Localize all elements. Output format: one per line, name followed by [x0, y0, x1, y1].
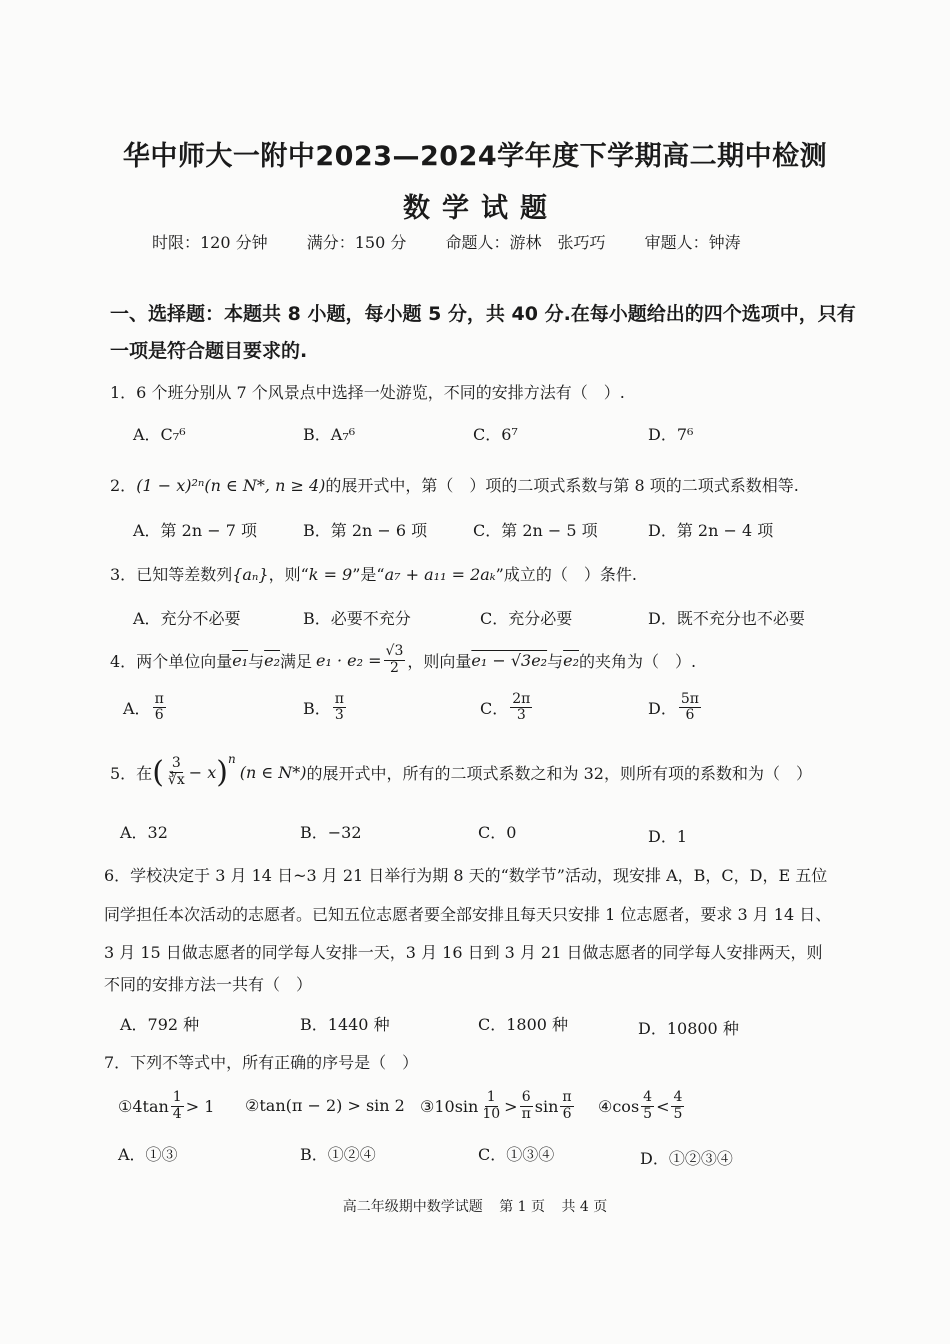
q5-option-d: D．1 [648, 827, 688, 846]
q5-option-a: A．32 [120, 823, 168, 842]
question-5: 5．在 ( $\frac{3}{∛x}$ − x ) $^n$ (n ∈ N*) 的展开式中，所有的二项式系数之和为 32，则所有项的系数和为（ ） [110, 752, 812, 790]
fraction-3-over-cbrt-x: $\frac{3}{∛x}$ [167, 755, 185, 788]
exam-meta [152, 230, 775, 253]
fraction-sqrt3-over-2: $\frac{√3}{2}$ [385, 643, 404, 676]
q7-option-d: D．①②③④ [640, 1149, 733, 1168]
section-heading-line1: 一、选择题：本题共 8 小题，每小题 5 分，共 40 分.在每小题给出的四个选项中，只有 [110, 303, 856, 325]
q1-option-c: C．6⁷ [473, 425, 518, 444]
q5-option-b: B．−32 [300, 823, 362, 842]
q3-option-d: D．既不充分也不必要 [648, 609, 805, 628]
vector-e1: e₁ [232, 650, 249, 670]
q2-option-d: D．第 2n − 4 项 [648, 521, 774, 540]
exam-title: 华中师大一附中2023—2024学年度下学期高二期中检测 [122, 141, 828, 172]
q3-condition-2: a₇ + a₁₁ = 2aₖ [384, 565, 496, 584]
footer-page-total: 共 4 页 [561, 1199, 608, 1215]
q4-option-a: A． $\frac{\pi}{6}$ [123, 691, 164, 724]
q2-option-a: A．第 2n − 7 项 [133, 521, 257, 540]
q7-statement-3: ③10sin $\frac{1}{10}$ > $\frac{6}{\pi}$ sin $\frac{\pi}{6}$ [420, 1089, 572, 1122]
question-1: 1．6 个班分别从 7 个风景点中选择一处游览，不同的安排方法有（ ）. [110, 383, 625, 402]
question-6-line1: 6．学校决定于 3 月 14 日~3 月 21 日举行为期 8 天的“数学节”活动，现安排 A，B，C，D，E 五位 [104, 866, 828, 885]
q6-option-d: D．10800 种 [638, 1019, 739, 1038]
page-footer [0, 1196, 950, 1216]
q7-option-b: B．①②④ [300, 1145, 376, 1164]
q5-option-c: C．0 [478, 823, 517, 842]
q4-option-d: D． $\frac{5\pi}{6}$ [648, 691, 699, 724]
q4-option-b: B． $\frac{\pi}{3}$ [303, 691, 344, 724]
q1-option-d: D．7⁶ [648, 425, 694, 444]
q7-option-a: A．①③ [118, 1145, 178, 1164]
footer-exam-name: 高二年级期中数学试题 [342, 1199, 483, 1215]
q6-option-a: A．792 种 [120, 1015, 200, 1034]
q5-condition: (n ∈ N*) [239, 762, 307, 782]
reviewer: 审题人：钟涛 [644, 233, 741, 252]
vector-e2-second: e₂ [563, 650, 579, 670]
question-3: 3．已知等差数列{aₙ}，则“k = 9”是“a₇ + a₁₁ = 2aₖ”成立的（ ）条件. [110, 565, 637, 584]
subject-title: 数学试题 [403, 193, 559, 224]
q2-expression: (1 − x)²ⁿ(n ∈ N*, n ≥ 4) [136, 476, 326, 495]
authors: 命题人：游林 张巧巧 [445, 233, 606, 252]
q7-statement-1: ①4tan $\frac{1}{4}$ > 1 [118, 1089, 215, 1122]
q4-option-c: C． $\frac{2\pi}{3}$ [480, 691, 531, 724]
q6-option-b: B．1440 种 [300, 1015, 390, 1034]
q1-option-b: B．A₇⁶ [303, 425, 356, 444]
time-limit: 时限：120 分钟 [152, 233, 268, 252]
q2-option-c: C．第 2n − 5 项 [473, 521, 598, 540]
dot-product: e₁ · e₂ = [316, 650, 382, 670]
footer-page-number: 第 1 页 [499, 1199, 545, 1215]
question-6-line4: 不同的安排方法一共有（ ） [104, 975, 313, 994]
full-score: 满分：150 分 [306, 233, 407, 252]
vector-e2: e₂ [264, 650, 280, 670]
q2-option-b: B．第 2n − 6 项 [303, 521, 428, 540]
question-6-line3: 3 月 15 日做志愿者的同学每人安排一天，3 月 16 日到 3 月 21 日做志愿者的同学每人安排两天，则 [104, 943, 823, 962]
q7-option-c: C．①③④ [478, 1145, 555, 1164]
vector-expression: e₁ − √3e₂ [471, 650, 548, 670]
question-4: 4． 两个单位向量 e₁ 与 e₂ 满足 e₁ · e₂ = $\frac{√3}{2}$ ，则向量 e₁ − √3e₂ 与 e₂ 的夹角为（ ）. [110, 643, 697, 676]
section-heading-line2: 一项是符合题目要求的. [110, 340, 308, 362]
q3-sequence: {aₙ} [232, 565, 269, 584]
q6-option-c: C．1800 种 [478, 1015, 569, 1034]
question-6-line2: 同学担任本次活动的志愿者。已知五位志愿者要全部安排且每天只安排 1 位志愿者，要求 3 月 14 日、 [104, 905, 832, 924]
q7-statement-2: ②tan(π − 2) > sin 2 [245, 1096, 405, 1115]
q1-option-a: A．C₇⁶ [133, 425, 186, 444]
q3-condition-1: k = 9 [308, 565, 353, 584]
q3-option-a: A．充分不必要 [133, 609, 241, 628]
q7-statement-4: ④cos $\frac{4}{5}$ < $\frac{4}{5}$ [598, 1089, 683, 1122]
q3-option-b: B．必要不充分 [303, 609, 411, 628]
question-2: 2．(1 − x)²ⁿ(n ∈ N*, n ≥ 4)的展开式中，第（ ）项的二项式系数与第 8 项的二项式系数相等. [110, 476, 799, 495]
question-7: 7．下列不等式中，所有正确的序号是（ ） [104, 1053, 419, 1072]
q3-option-c: C．充分必要 [480, 609, 573, 628]
